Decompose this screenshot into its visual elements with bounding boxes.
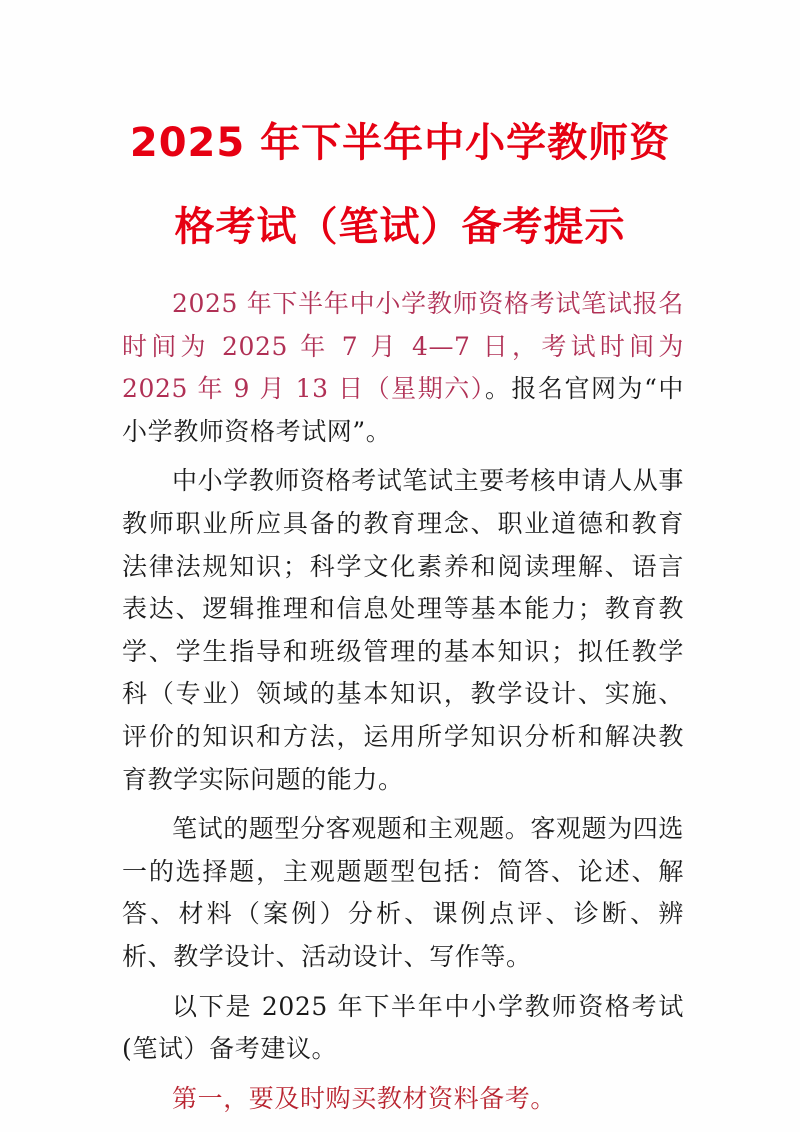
paragraph-advice-intro: 以下是 2025 年下半年中小学教师资格考试(笔试）备考建议。 [122,991,684,1064]
paragraph-exam-content: 中小学教师资格考试笔试主要考核申请人从事教师职业所应具备的教育理念、职业道德和教育法律法规知识；科学文化素养和阅读理解、语言表达、逻辑推理和信息处理等基本能力；教育教学、学生指导和班级管理的基本知识；拟任教学科（专业）领域的基本知识，教学设计、实施、评价的知识和方法，运用所学知识分析和解决教育教学实际问题的能力。 [122,466,685,794]
document-title-line2: 格考试（笔试）备考提示 [174,204,626,250]
exam-dates-highlight: 2025 年下半年中小学教师资格考试笔试报名时间为 2025 年 7 月 4—7 日，考试时间为 2025 年 9 月 13 日（星期六） [122,289,684,404]
document-body [122,283,684,1120]
paragraph-question-types: 笔试的题型分客观题和主观题。客观题为四选一的选择题，主观题题型包括：简答、论述、解答、材料（案例）分析、课例点评、诊断、辨析、教学设计、活动设计、写作等。 [122,814,685,971]
section-heading-first: 第一，要及时购买教材资料备考。 [172,1083,557,1113]
paragraph-exam-dates [122,283,684,453]
document-title-line1: 2025 年下半年中小学教师资 [129,120,671,166]
official-site-text: 。报名官网为“中小学教师资格考试网”。 [122,374,684,446]
